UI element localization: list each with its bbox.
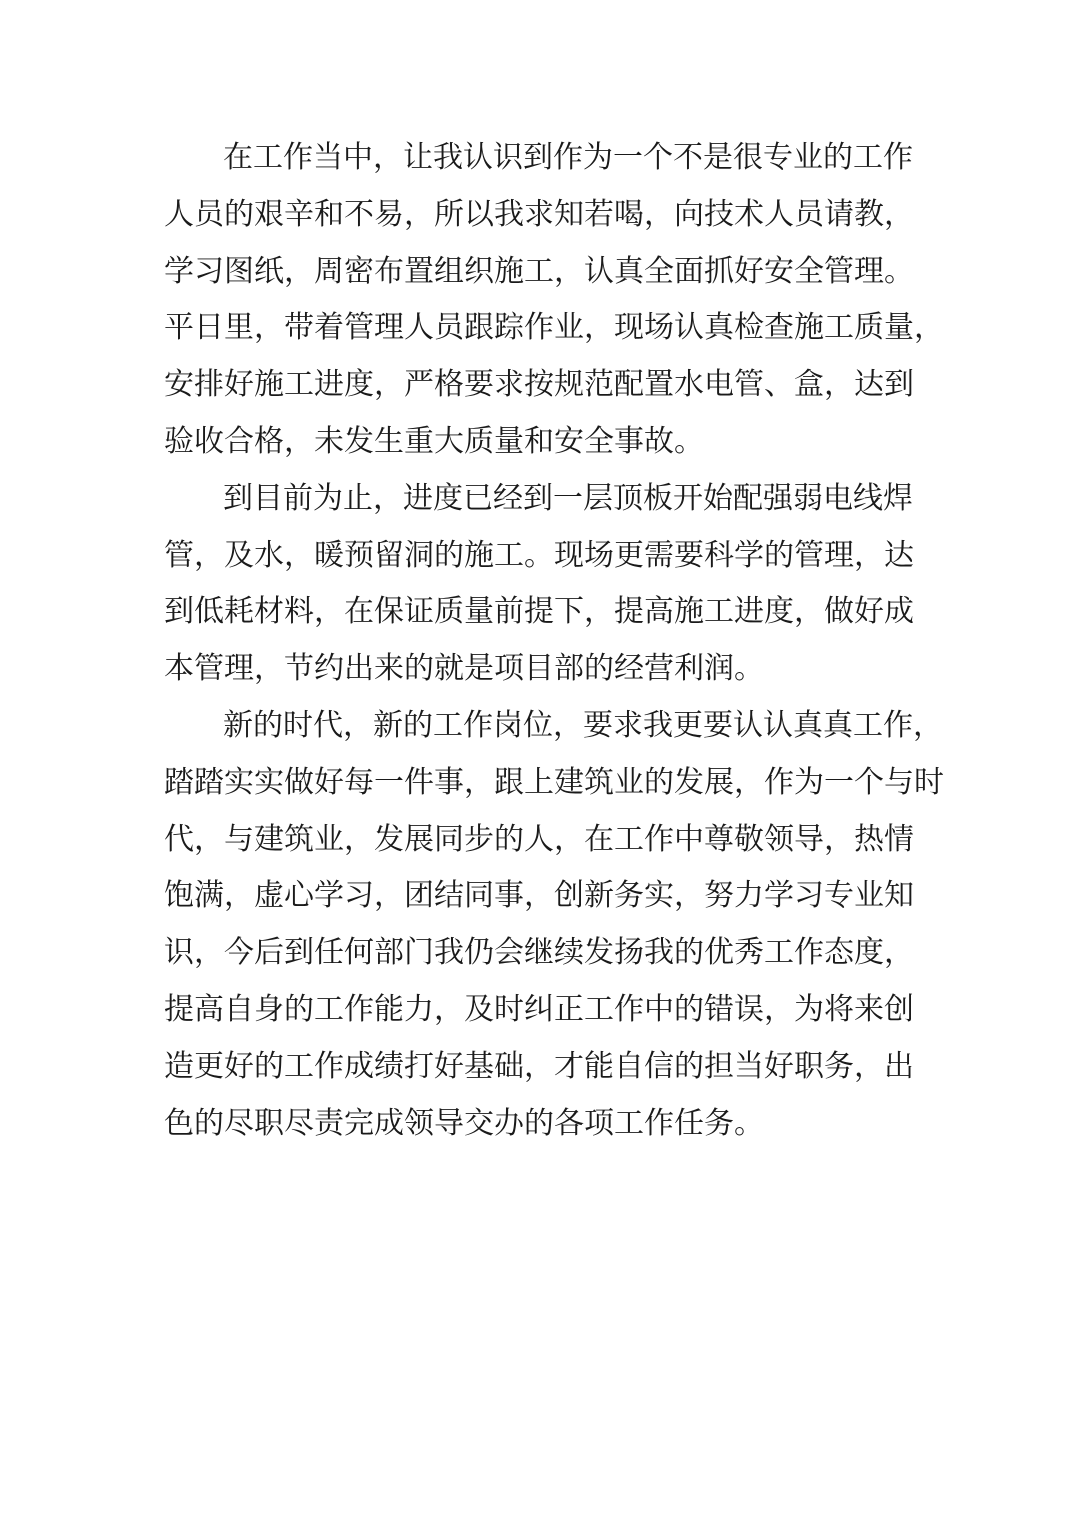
paragraph-3-line-8: 色的尽职尽责完成领导交办的各项工作任务。 xyxy=(164,1105,764,1141)
paragraph-2-line-1: 到目前为止，进度已经到一层顶板开始配强弱电线焊 xyxy=(223,480,913,516)
paragraph-3 xyxy=(164,698,944,1152)
paragraph-1-line-4: 平日里，带着管理人员跟踪作业，现场认真检查施工质量， xyxy=(164,310,944,346)
paragraph-1-line-2: 人员的艰辛和不易，所以我求知若喝，向技术人员请教， xyxy=(164,196,914,232)
paragraph-2-line-4: 本管理，节约出来的就是项目部的经营利润。 xyxy=(164,651,764,687)
document-body xyxy=(164,130,944,1152)
paragraph-3-line-6: 提高自身的工作能力，及时纠正工作中的错误，为将来创 xyxy=(164,991,914,1027)
paragraph-2-line-2: 管，及水，暖预留洞的施工。现场更需要科学的管理，达 xyxy=(164,537,914,573)
paragraph-2 xyxy=(164,471,914,698)
paragraph-3-line-1: 新的时代，新的工作岗位，要求我更要认认真真工作， xyxy=(223,707,943,743)
paragraph-3-line-4: 饱满，虚心学习，团结同事，创新务实，努力学习专业知 xyxy=(164,878,914,914)
paragraph-3-line-2: 踏踏实实做好每一件事，跟上建筑业的发展，作为一个与时 xyxy=(164,764,944,800)
paragraph-1-line-1: 在工作当中，让我认识到作为一个不是很专业的工作 xyxy=(223,140,913,175)
paragraph-3-line-5: 识，今后到任何部门我仍会继续发扬我的优秀工作态度， xyxy=(164,935,914,971)
paragraph-1-line-6: 验收合格，未发生重大质量和安全事故。 xyxy=(164,423,704,459)
paragraph-1-line-5: 安排好施工进度，严格要求按规范配置水电管、盒，达到 xyxy=(164,367,914,403)
paragraph-3-line-3: 代，与建筑业，发展同步的人，在工作中尊敬领导，热情 xyxy=(164,821,914,857)
paragraph-3-line-7: 造更好的工作成绩打好基础，才能自信的担当好职务，出 xyxy=(164,1048,914,1084)
paragraph-1-line-3: 学习图纸，周密布置组织施工，认真全面抓好安全管理。 xyxy=(164,253,914,289)
paragraph-1 xyxy=(164,130,944,471)
paragraph-2-line-3: 到低耗材料，在保证质量前提下，提高施工进度，做好成 xyxy=(164,594,914,630)
